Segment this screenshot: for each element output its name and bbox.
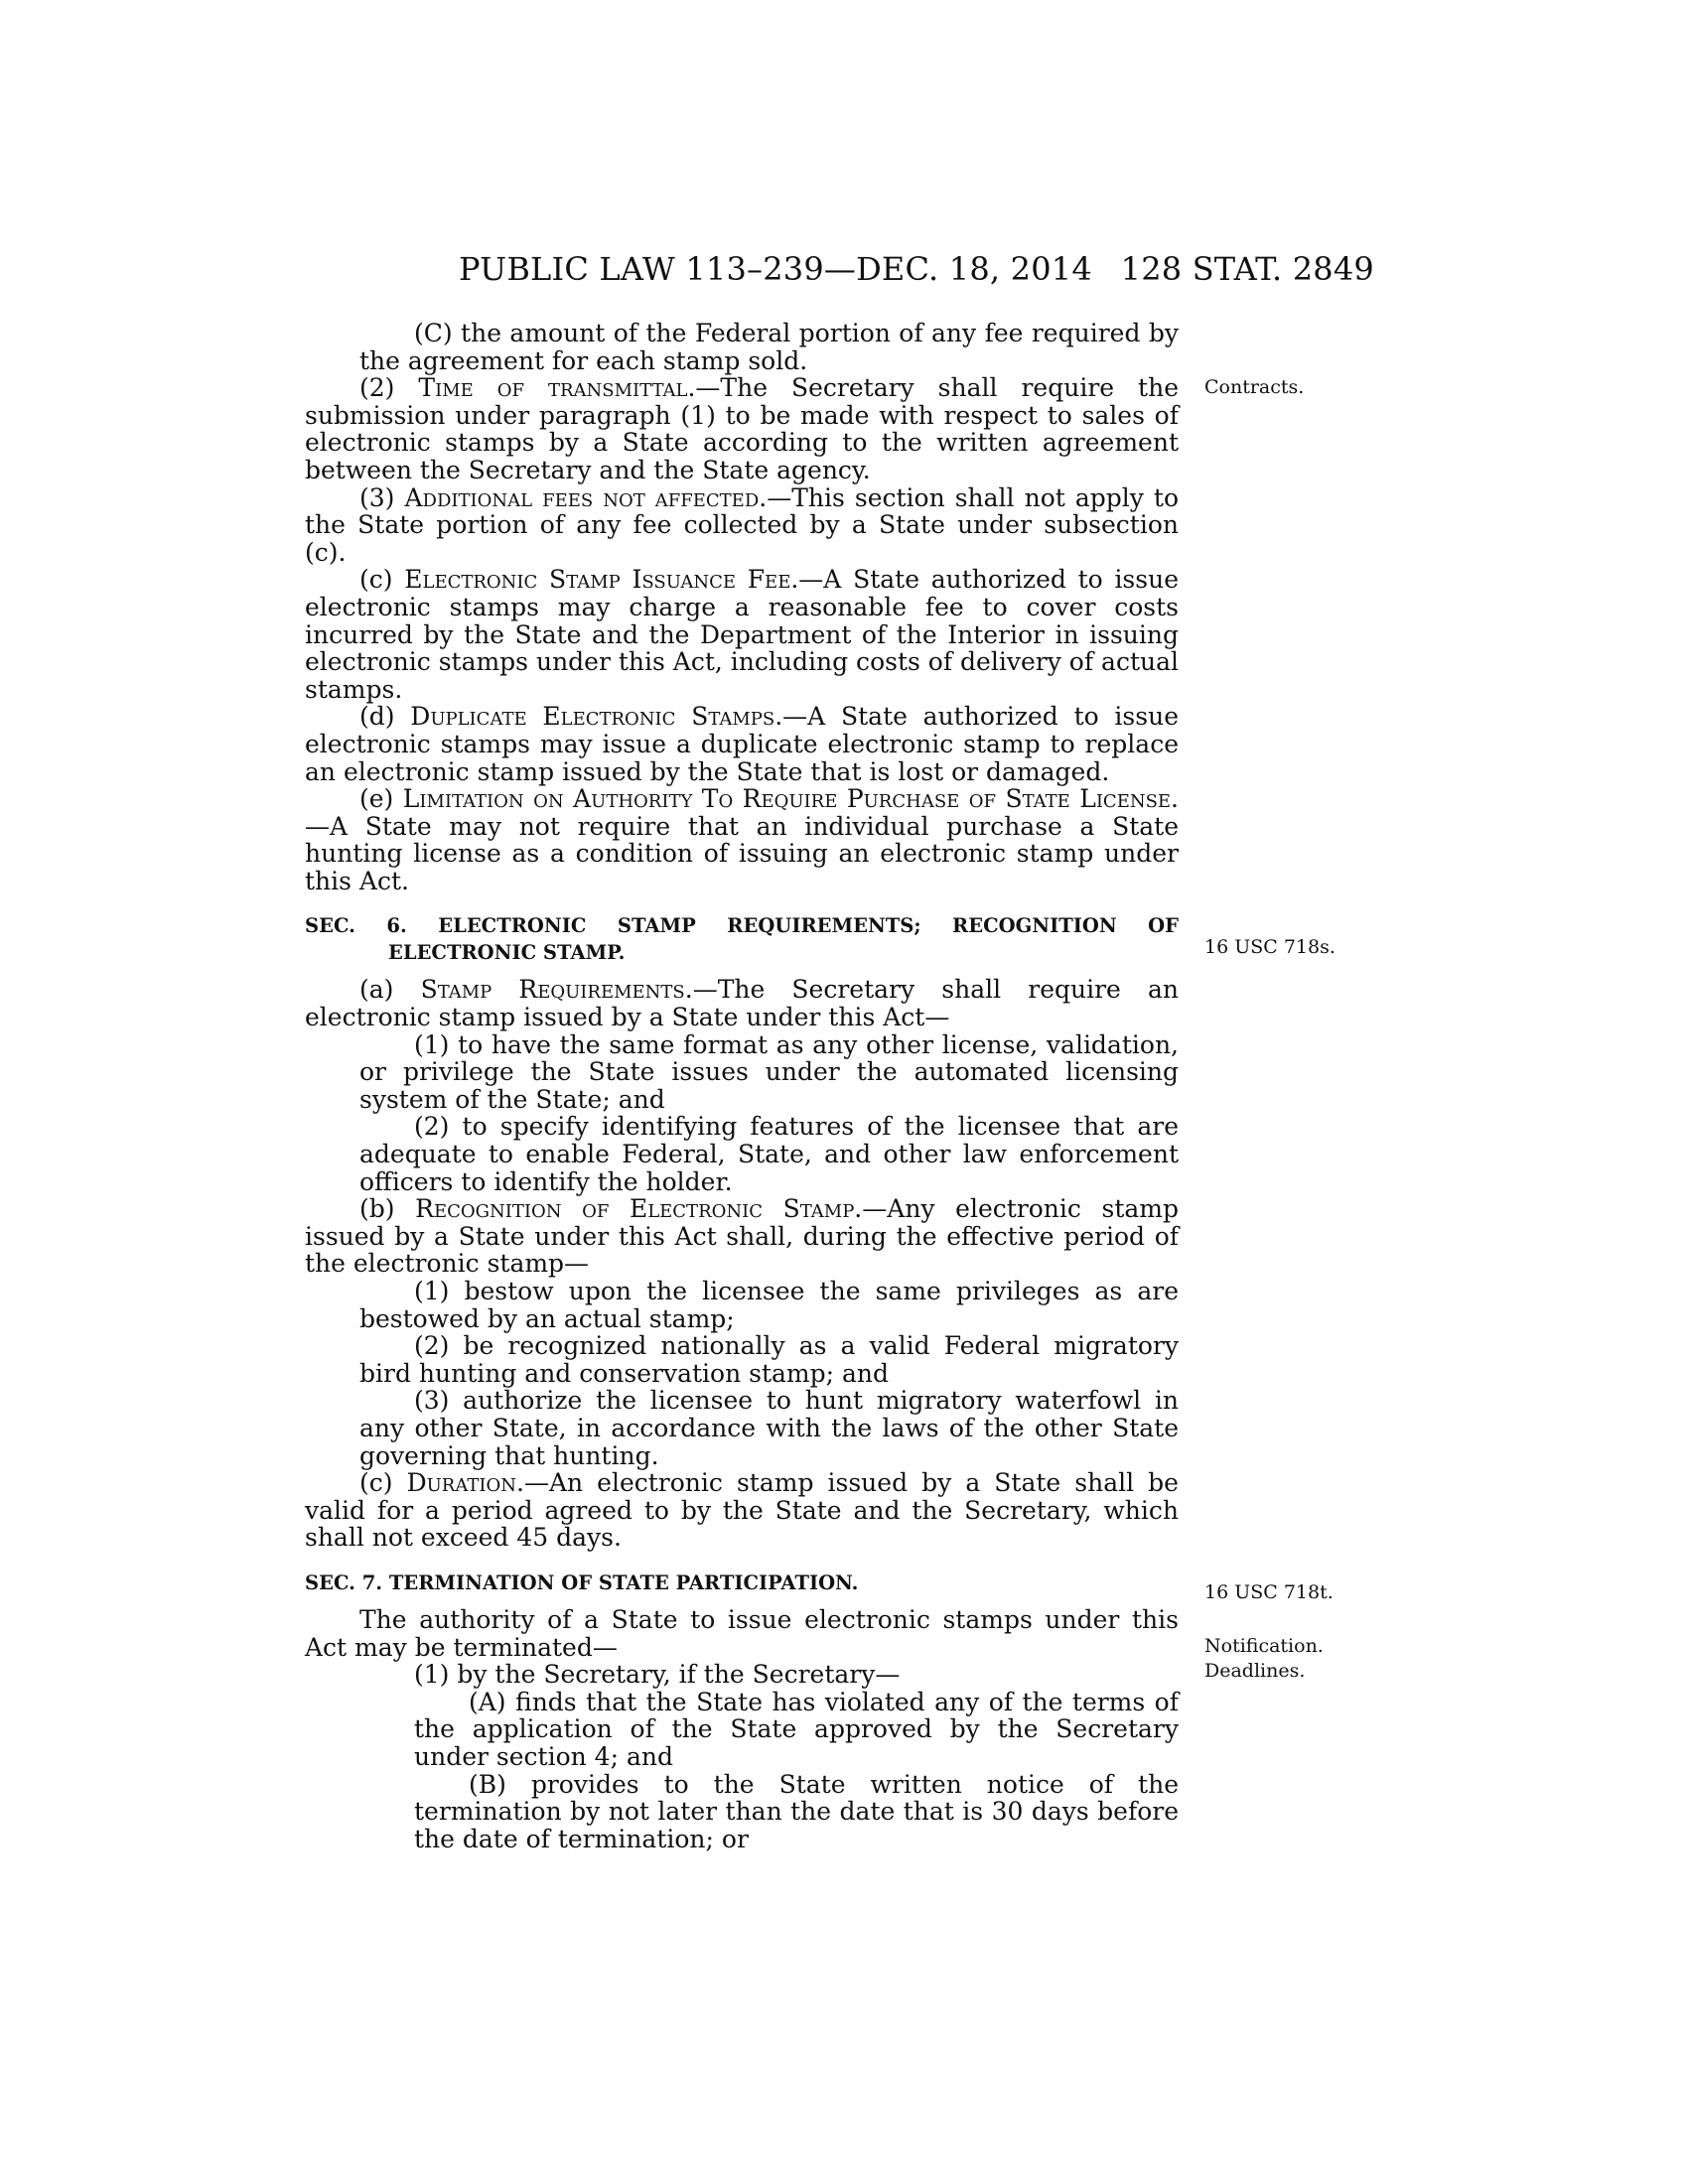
clause-c-federal-portion: (C) the amount of the Federal portion of any fee required by the agreement for each stamp sold.	[359, 319, 1179, 375]
paragraph-2-time-of-transmittal: (2) Time of transmittal.—The Secretary shall require the submission under paragraph (1) to be made with respect to sales of electronic stamps by a State according to the written agreement between the Secretary and the State agency.	[305, 373, 1179, 484]
section-6-a-1: (1) to have the same format as any other license, validation, or privilege the State issues under the automated licensing system of the State; and	[359, 1029, 1179, 1114]
section-6-subsection-b: (b) Recognition of Electronic Stamp.—Any electronic stamp issued by a State under this Act shall, during the effective period of the electronic stamp—	[305, 1194, 1179, 1279]
margin-note-usc-718t: 16 USC 718t.	[1204, 1581, 1334, 1603]
section-6-a-2: (2) to specify identifying features of the licensee that are adequate to enable Federal, State, and other law enforcement officers to identify the holder.	[359, 1112, 1179, 1196]
subsection-c-issuance-fee: (c) Electronic Stamp Issuance Fee.—A State authorized to issue electronic stamps may charge a reasonable fee to cover costs incurred by the State and the Department of the Interior in issuing electronic stamps under this Act, including costs of delivery of actual stamps.	[305, 565, 1179, 704]
margin-note-notification: Notification.	[1204, 1635, 1324, 1657]
section-7-1-A: (A) finds that the State has violated any of the terms of the application of the State approved by the Secretary under section 4; and	[414, 1687, 1179, 1771]
section-6-subsection-a: (a) Stamp Requirements.—The Secretary shall require an electronic stamp issued by a State under this Act—	[305, 975, 1179, 1032]
subsection-e-limitation: (e) Limitation on Authority To Require Purchase of State License.—A State may not require that an individual purchase a State hunting license as a condition of issuing an electronic stamp under this Act.	[305, 784, 1180, 895]
paragraph-3-additional-fees: (3) Additional fees not affected.—This section shall not apply to the State portion of any fee collected by a State under subsection (c).	[305, 482, 1179, 567]
section-6-b-2: (2) be recognized nationally as a valid Federal migratory bird hunting and conservation stamp; and	[359, 1331, 1179, 1388]
margin-note-deadlines: Deadlines.	[1204, 1660, 1306, 1682]
section-6-b-1: (1) bestow upon the licensee the same privileges as are bestowed by an actual stamp;	[359, 1277, 1179, 1333]
section-6-heading: SEC. 6. ELECTRONIC STAMP REQUIREMENTS; RECOGNITION OF ELECTRONIC STAMP.	[305, 914, 1179, 965]
section-6-b-3: (3) authorize the licensee to hunt migratory waterfowl in any other State, in accordance with the laws of the other State governing that hunting.	[359, 1386, 1179, 1470]
margin-note-usc-718s: 16 USC 718s.	[1204, 936, 1336, 958]
subsection-d-duplicate-stamps: (d) Duplicate Electronic Stamps.—A State authorized to issue electronic stamps may issue a duplicate electronic stamp to replace an electronic stamp issued by the State that is lost or damaged.	[305, 702, 1179, 786]
section-7-heading: SEC. 7. TERMINATION OF STATE PARTICIPATION.	[305, 1570, 859, 1594]
section-7-1: (1) by the Secretary, if the Secretary—	[414, 1660, 901, 1690]
section-7-intro: The authority of a State to issue electronic stamps under this Act may be terminated—	[305, 1604, 1179, 1662]
margin-note-contracts: Contracts.	[1204, 376, 1305, 398]
section-6-subsection-c: (c) Duration.—An electronic stamp issued by a State shall be valid for a period agreed to by the State and the Secretary, which shall not exceed 45 days.	[305, 1468, 1179, 1553]
section-7-1-B: (B) provides to the State written notice of the termination by not later than the date that is 30 days before the date of termination; or	[414, 1769, 1179, 1853]
page-body	[305, 320, 1179, 1852]
running-header-page: 128 STAT. 2849	[1120, 250, 1374, 288]
running-header-title: PUBLIC LAW 113–239—DEC. 18, 2014	[459, 250, 1092, 288]
